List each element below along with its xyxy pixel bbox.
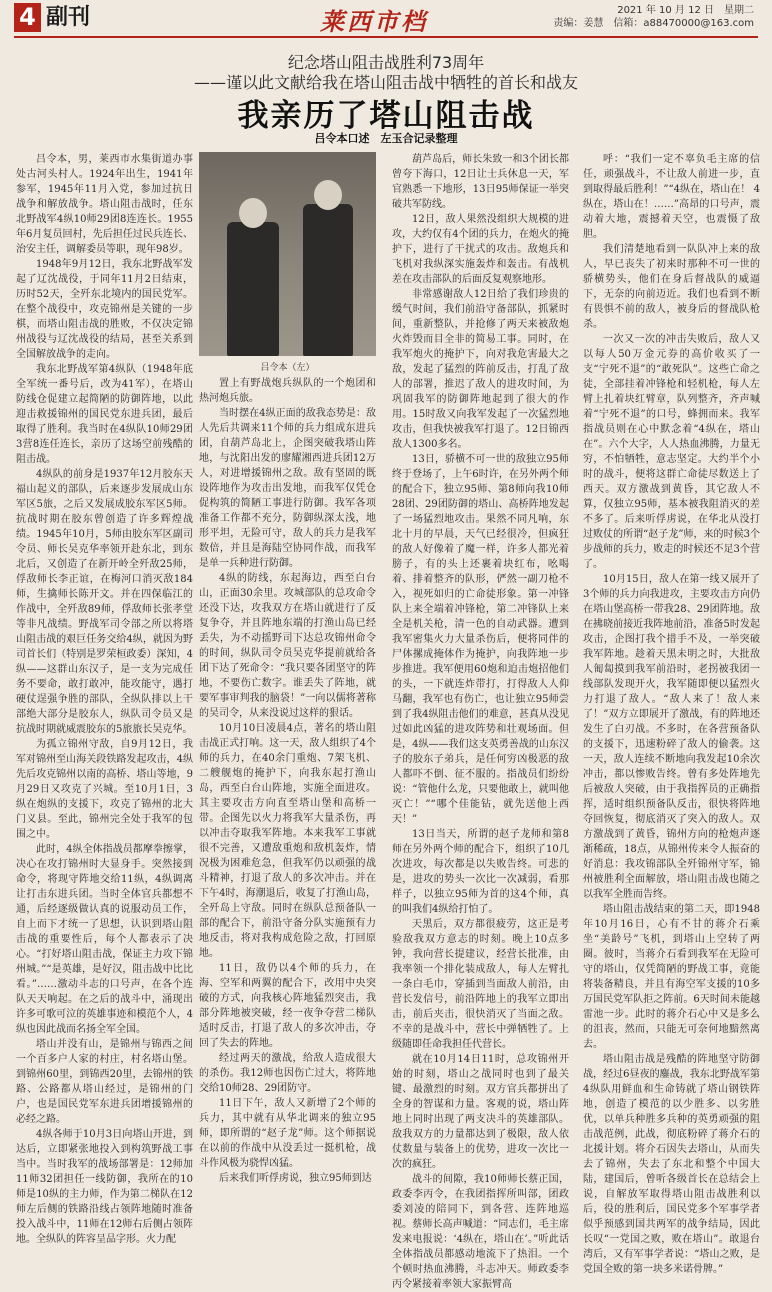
article-paragraph: 我们清楚地看到一队队冲上来的敌人，早已丧失了初来时那种不可一世的骄横势头，他们在身后督战队的威逼下，无奈的向前迈近。我们也看到不断有畏惧不前的敌人，被身后的督战队枪杀。 [583, 244, 760, 330]
article-paragraph: 此时，4纵全体指战员都摩拳擦掌，决心在攻打锦州时大显身手。突然接到命令，将现守阵地交给11纵，4纵调离让打击东进兵团。当时全体官兵都想不通，后经逐级做认真的说服动员工作，自上而下才统一了思想，认识到塔山阻击战的重要性后，每个人都表示了决心。“打好塔山阻击战，保证主力攻下锦州城。”“是英雄，是好汉，阻击战中比比看。”……激动斗志的口号声，在各个连队天天响起。在之后的战斗中，涌现出许多可歌可泣的英雄事迹和模范个人，4纵也因此战而名扬全军全国。 [16, 844, 193, 1035]
article-paragraph: 11日下午，敌人又新增了2个师的兵力，其中就有从华北调来的独立95师，即所谓的“赵子龙”师。这个师据说在以前的作战中从没丢过一挺机枪，战斗作风极为骁悍凶猛。 [199, 1098, 376, 1169]
article-paragraph: 呼：“我们一定不辜负毛主席的信任，顽强战斗，不让敌人前进一步，直到取得最后胜利！”“4纵在，塔山在！ 4纵在，塔山在！……”高昂的口号声，震动着大地，震撼着天空，也震慑了敌胆。 [583, 154, 760, 240]
article-paragraph: 10月15日，敌人在第一线又展开了3个师的兵力向我进攻，主要攻击方向仍在塔山堡高桥一带我28、29团阵地。敌在拂晓前接近我阵地前沿，准备5时发起攻击，企图打我个措手不及，一举突破我军阵地。趁着天黑未明之时，大批敌人匍匐摸到我军前沿时，老拐被我团一线部队发现开火，我军随即便以猛烈火力打退了敌人。“敌人来了！敌人来了！”双方立即展开了激战，有的阵地还发生了白刃战。不多时，在各营预备队的支援下，迅速粉碎了敌人的偷袭。这一天，敌人连续不断地向我发起10余次冲击，都以惨败告终。曾有多处阵地先后被敌人突破，由于我指挥员的正确指挥，适时组织预备队反击，很快将阵地夺回恢复，彻底消灭了突入的敌人。双方激战到了黄昏，锦州方向的枪炮声逐渐稀疏，18点，从锦州传来令人振奋的好消息：我攻锦部队全歼锦州守军，锦州被胜利全面解放，塔山阻击战也随之以我军全胜而告终。 [583, 574, 760, 900]
article-paragraph: 天黑后，双方都很疲劳，这正是考验敌我双方意志的时刻。晚上10点多钟，我向营长提建议，经营长批准，由我率领一个排化装成敌人，每人左臂扎一条白毛巾，穿插到当面敌人前沿，由营长发信号，前沿阵地上的我军立即出击，前后夹击，很快消灭了当面之敌。不幸的是战斗中，营长中弹牺牲了。上级随即任命我担任代营长。 [392, 919, 569, 1050]
article-paragraph: 4纵的防线，东起海边，西至白台山，正面30余里。攻城部队的总攻命令还没下达，攻我双方在塔山就进行了反复争夺，并且阵地东端的打渔山岛已经丢失，为不动摇野司下达总攻锦州命令的时间，纵队司令员吴克华提前就给各团下达了死命令：“我只要各团坚守的阵地，不要伤亡数字。谁丢失了阵地，就要军事审判我的脑袋！”一向以儒将著称的吴司令，从来没说过这样的狠话。 [199, 573, 376, 719]
article-title: 我亲历了塔山阻击战 [237, 98, 535, 134]
article-column-4 [583, 152, 760, 1275]
masthead [0, 0, 772, 40]
article-paragraph: 就在10月14日11时，总攻锦州开始的时刻，塔山之战同时也到了最关键、最激烈的时刻。双方官兵都拼出了全身的智谋和力量。客观的说，塔山阵地上同时出现了两支决斗的英雄部队。敌我双方的力量都达到了极限，敌人依仗数量与装备上的优势，进攻一次比一次的疯狂。 [392, 1054, 569, 1170]
article-paragraph: 我东北野战军第4纵队（1948年底全军统一番号后，改为41军），在塔山防线仓促建立起简陋的防御阵地，以此迎击救援锦州的国民党东进兵团，最后取得了胜利。我当时在4纵队10师29团3营8连任连长，亲历了这场空前残酷的阻击战。 [16, 364, 193, 465]
photo-figure-right [303, 204, 353, 356]
article-column-2 [199, 376, 376, 1184]
section-name: 副刊 [46, 5, 91, 30]
article-paragraph: 当时摆在4纵正面的敌我态势是：敌人先后共调来11个师的兵力组成东进兵团，自葫芦岛北上，企图突破我塔山阵地，与沈阳出发的廖耀湘西进兵团12万人，对进增援锦州之敌。敌有坚固的既设阵地作为攻击出发地，而我军仅凭仓促构筑的简陋工事进行防御。我军各项准备工作都不充分，防御纵深太浅，地形平坦，无险可守，敌人的兵力是我军数倍，并且是海陆空协同作战，而我军是单一兵种进行防御。 [199, 408, 376, 569]
article-paragraph: 1948年9月12日，我东北野战军发起了辽沈战役，于同年11月2日结束，历时52天，全歼东北境内的国民党军。在整个战役中，攻克锦州是关键的一步棋，而塔山阻击战的胜败，不仅决定锦州战役与辽沈战役的结局，甚至关系到全国解放战争的走向。 [16, 259, 193, 360]
article-paragraph: 4纵队的前身是1937年12月胶东天福山起义的部队，后来逐步发展成山东军区5旅，之后又发展成胶东军区5师。抗战时期在胶东曾创造了许多辉煌战绩。1945年10月，5师由胶东军区副司令员、师长吴克华率领开赴东北，到东北后，又创造了在新开岭全歼敌25师，俘敌师长李正谊，在梅河口消灭敌184师，生擒师长陈开文。并在四保临江的作战中，全歼敌89师，俘敌师长张孝堂等非凡战绩。野战军司令部之所以将塔山阻击战的艰巨任务交给4纵，就因为野司首长们（特别是罗荣桓政委）深知，4纵——这群山东汉子，是一支为完成任务不要命，敢打敢冲，能攻能守，遇打硬仗逞强争胜的部队，全纵队排以上干部绝大部分是胶东人，纵队司令员又是抗战时期就威震胶东的5旅旅长吴克华。 [16, 469, 193, 735]
photo-figure-left [227, 222, 279, 356]
page-number: 4 [14, 3, 41, 32]
article-paragraph: 吕令本，男，莱西市水集街道办事处古河头村人。1924年出生，1941年参军，1945年11月入党，参加过抗日战争和解放战争。塔山阻击战时，任东北野战军4纵10师29团8连连长。1955年6月复员回村，先后担任过民兵连长、治安主任，调解委员等职，现年98岁。 [16, 154, 193, 255]
article-paragraph: 经过两天的激战，给敌人造成很大的杀伤。我12师也因伤亡过大，将阵地交给10师28、29团防守。 [199, 1053, 376, 1094]
article-paragraph: 11日，敌仍以4个师的兵力，在海、空军和两翼的配合下，改用中央突破的方式，向我核心阵地猛烈突击，我部分阵地被突破，经一夜争夺营二梯队适时反击，打退了敌人的多次冲击，夺回了失去的阵地。 [199, 963, 376, 1049]
photo-face-right [314, 180, 342, 210]
editor-contact: 责编：姜慧 信箱：a88470000@163.com [553, 18, 754, 29]
article-column-3 [392, 152, 569, 1290]
article-paragraph: 13日，骄横不可一世的敌独立95师终于登场了，上午6时许，在另外两个师的配合下，独立95师、第8师向我10师28团、29团防御的塔山、高桥阵地发起了一场猛烈地攻击。果然不同凡响，东北十月的早晨，天气已经很冷，但疯狂的敌人好像着了魔一样，许多人都光着膀子，有的头上还裹着块红布，吆喝着、排着整齐的队形，俨然一副刀枪不入，视死如归的亡命徒形象。第一冲锋队上来全端着冲锋枪，第二冲锋队上来全是机关枪，清一色的自动武器。遭到我军密集火力大量杀伤后，便将同伴的尸体摞成掩体作为掩护，向我阵地一步步推进。我军便用60炮和迫击炮招他们的头，一下就连炸带打，打得敌人人仰马翻，我军也有伤亡，也让独立95师尝到了我4纵阻击他们的难意，甚真从没见过如此凶猛的进攻阵势和壮观场面。但是，4纵——我们这支英勇善战的山东汉子的胶东子弟兵，是任何穷凶极恶的敌人都吓不倒、征不服的。指战员们纷纷说：“管他什么龙，只要他敢上，就叫他灭亡！”“哪个佳能钻，就先送他上西天！” [392, 454, 569, 825]
article-paragraph: 后来我们听俘虏说，独立95师到达 [219, 1173, 372, 1184]
headline-line-2: ——谨以此文献给我在塔山阻击战中牺牲的首长和战友 [193, 73, 578, 92]
article-paragraph: 12日，敌人果然没组织大规模的进攻，大约仅有4个团的兵力，在炮火的掩护下，进行了干扰式的攻击。敌炮兵和飞机对我纵深实施轰炸和轰击。有战机差在攻击部队的后面反复观察地形。 [392, 214, 569, 285]
issue-date: 2021 年 10 月 12 日 星期二 [617, 5, 754, 16]
article-column-1 [16, 152, 193, 1245]
article-paragraph: 葫芦岛后，师长朱致一和3个团长都曾夸下海口，12日让士兵休息一天，军官熟悉一下地形，13日95师保证一举突破共军防线。 [392, 154, 569, 210]
headline-line-1: 纪念塔山阻击战胜利73周年 [287, 53, 485, 72]
photo-caption: 吕令本（左） [260, 363, 315, 373]
article-paragraph: 战斗的间隙，我10师师长蔡正国，政委李丙令，在我团指挥所叫部，团政委刘凌的陪同下，到各营、连阵地巡视。蔡师长高声喊道：“同志们，毛主席发来电报说：‘4纵在，塔山在’。”听此话全体指战员都感动地流下了热泪。一个个顿时热血沸腾，斗志冲天。师政委李丙令紧接着率领大家振臂高 [392, 1174, 569, 1290]
article-paragraph: 塔山阻击战是残酷的阵地坚守防御战，经过6昼夜的鏖战，我东北野战军第4纵队用鲜血和生命铸就了塔山钢铁阵地，创造了模范的以少胜多、以劣胜优，以单兵种胜多兵种的英勇顽强的阻击战范例，此战，彻底粉碎了蒋介石的北援计划。将介石因失去塔山，从而失去了锦州，失去了东北和整个中国大陆，建国后，曾听各级首长在总结会上说，自解放军取得塔山阻击战胜利以后，役的胜利后，国民党多个军事学者似乎预感到国共两军的战争结局，因此长叹“一党国之败，败在塔山”。敢退台湾后，又有军事学者说：“塔山之败，是党国全败的第一块多米诺骨牌。” [583, 1054, 760, 1275]
article-paragraph: 10月10日凌晨4点，著名的塔山阻击战正式打响。这一天，敌人组织了4个师的兵力，在40余门重炮、7架飞机、二艘舰炮的掩护下，向我东起打渔山岛，西至白台山阵地，实施全面进攻。其主要攻击方向直至塔山堡和高桥一带。企图先以火力将我军大量杀伤，再以冲击夺取我军阵地。本来我军工事就很不完善，又遭敌重炮和敌机轰炸，情况极为困难危急，但我军仍以顽强的战斗精神，打退了敌人的多次冲击。并在下午4时，海潮退后，收复了打渔山岛，全歼岛上守敌。同时在纵队总预备队一部的配合下，前沿守备分队实施预有力地反击，将对我构成危险之敌，打回原地。 [199, 723, 376, 959]
photo-face-left [239, 198, 267, 228]
article-byline: 吕令本口述 左玉合记录整理 [314, 132, 458, 145]
article-paragraph: 13日当天，所谓的赵子龙师和第8师在另外两个师的配合下，组织了10几次进攻，每次都是以失败告终。可悲的是，进攻的势头一次比一次减弱，看那样子，以独立95师为首的这4个师，真的叫我们4纵给打怕了。 [392, 829, 569, 915]
article-paragraph: 置上有野战炮兵纵队的一个炮团和热河炮兵旅。 [199, 378, 376, 404]
article-paragraph: 塔山并没有山，是锦州与锦西之间一个百多户人家的村庄，村名塔山堡。到锦州60里，到锦西20里，去锦州的铁路、公路都从塔山经过，是锦州的门户，也是国民党军东进兵团增援锦州的必经之路。 [16, 1039, 193, 1125]
newspaper-logo: 莱西市档 [320, 7, 428, 36]
header-rule [14, 36, 758, 38]
article-paragraph: 为孤立锦州守敌，自9月12日，我军对锦州至山海关段铁路发起攻击，4纵先后攻克锦州以南的高桥、塔山等地，9月29日又攻克了兴城。至10月1日，3纵在炮纵的支援下，攻克了锦州的北大门义县。至此，锦州完全处于我军的包围之中。 [16, 739, 193, 840]
article-paragraph: 4纵各师于10月3日向塔山开进，到达后，立即紧张地投入到构筑野战工事当中。当时我军的战场部署是：12师加11师32团担任一线防御，我所在的10师是10纵的主力师，作为第二梯队在12师左后侧的铁路沿线占领阵地随时准备投入战斗中，11师在12师右后侧占领阵地。全纵队的阵容呈品字形。火力配 [16, 1129, 193, 1245]
historical-photo [199, 152, 376, 356]
article-paragraph: 一次又一次的冲击失败后，敌人又以每人50万金元券的高价收买了一支“宁死不退”的“敢死队”。这些亡命之徒，全部挂着冲锋枪和轻机枪，每人左臂上扎着块红臂章，队列整齐，齐声喊着“宁死不退”的口号，蜂拥而来。我军指战员则在心中默念着“4纵在，塔山在”。六个大字，人人热血沸腾，力量无穷，不怕牺牲，意志坚定。大约半个小时的战斗，便将这群亡命徒尽数送上了西天。双方激战到黄昏，其它敌人不算，仅独立95师，基本被我阻消灭的差不多了。后来听俘虏说，在华北从没打过败仗的所谓“赵子龙”师，来的时候3个步战师的兵力，败走的时候还不足3个营了。 [583, 334, 760, 570]
article-paragraph: 非常感谢敌人12日给了我们珍贵的缓气时间，我们前沿守备部队，抓紧时间，重新整队，并抢修了两天来被敌炮火炸毁而目全非的简易工事。同时，在我军炮火的掩护下，向对我危害最大之敌，发起了猛烈的阵前反击，打乱了敌人的部署，推迟了敌人的进攻时间，为巩固我军的防御阵地起到了很大的作用。15时敌又向我军发起了一次猛烈地攻击，但我快被我军打退了。12日锦西敌人1300多名。 [392, 289, 569, 450]
issue-meta [553, 4, 754, 30]
article-paragraph: 塔山阻击战结束的第二天，即1948年10月16日，心有不甘的蒋介石乘坐“美龄号”飞机，到塔山上空转了两圈。彼时，当蒋介石看到我军在无险可守的塔山，仅凭简陋的野战工事，竟能将装备精良，并且有海空军支援的10多万国民党军队拒之阵前。6天时间未能越雷池一步。此时的蒋介石心中又是多么的沮丧，然而，只能无可奈何地黯然离去。 [583, 904, 760, 1050]
